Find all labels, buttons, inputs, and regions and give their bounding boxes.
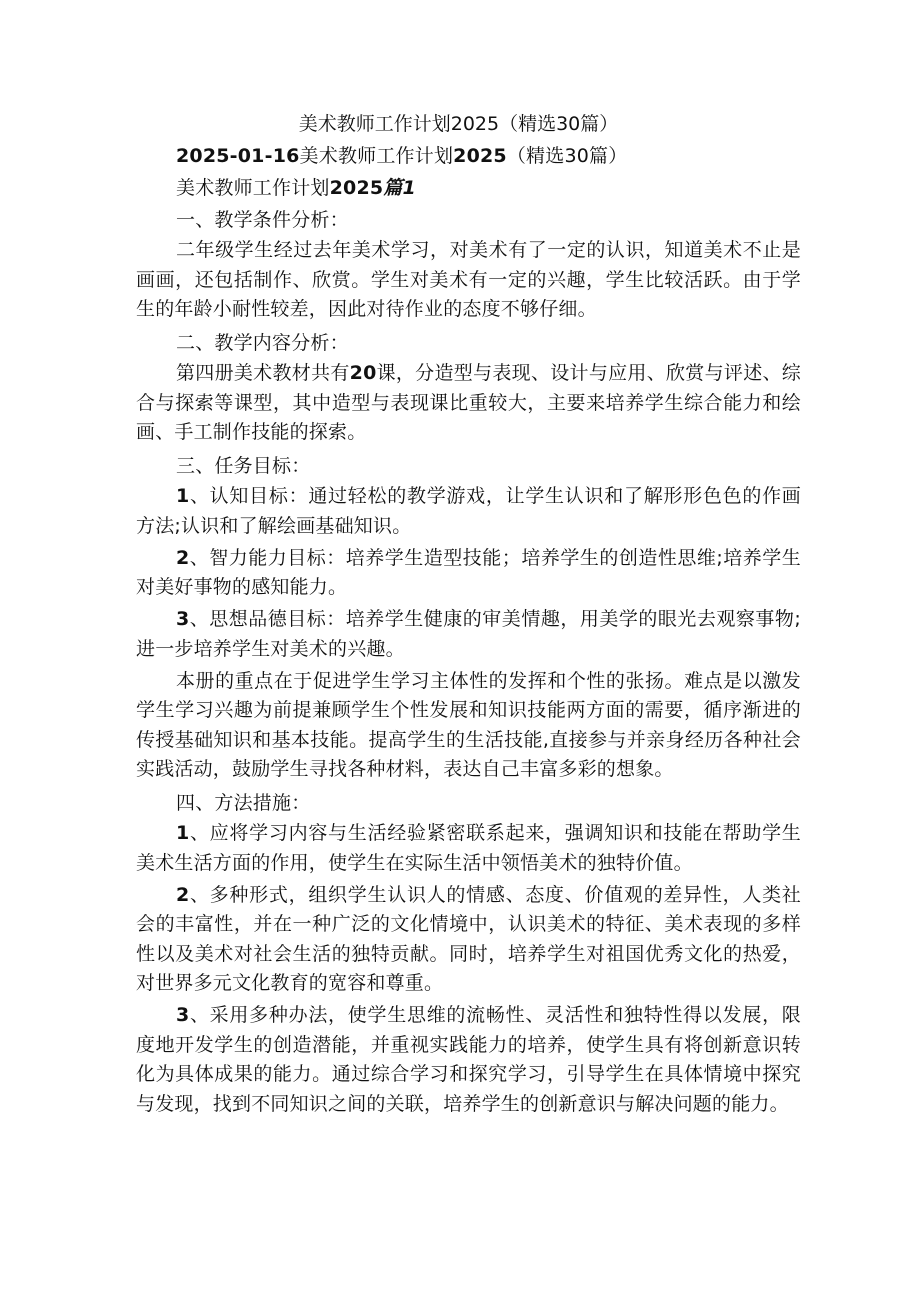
subtitle-date: 2025-01-16	[176, 145, 300, 167]
goal-ability	[136, 544, 801, 603]
method3-num: 3	[176, 1004, 190, 1026]
para2-num: 20	[349, 362, 377, 384]
goal1-text: 、认知目标：通过轻松的教学游戏，让学生认识和了解形形色色的作画方法;认识和了解绘画基础知识。	[136, 485, 801, 537]
subtitle-year: 2025	[453, 145, 507, 167]
para2-post: 课，分造型与表现、设计与应用、欣赏与评述、综合与探索等课型，其中造型与表现课比重较大，主要来培养学生综合能力和绘画、手工制作技能的探索。	[136, 362, 801, 443]
method1-text: 、应将学习内容与生活经验紧密联系起来，强调知识和技能在帮助学生美术生活方面的作用，使学生在实际生活中领悟美术的独特价值。	[136, 822, 801, 874]
document-title: 美术教师工作计划2025（精选30篇）	[298, 113, 619, 135]
document-subtitle	[136, 140, 801, 172]
method-3	[136, 1001, 801, 1119]
method2-num: 2	[176, 883, 190, 906]
goal1-num: 1	[176, 485, 190, 507]
section-title-year: 2025	[329, 177, 384, 199]
goal2-num: 2	[176, 546, 190, 569]
method-1	[136, 819, 801, 878]
method2-text: 、多种形式，组织学生认识人的情感、态度、价值观的差异性，人类社会的丰富性，并在一种广泛的文化情境中，认识美术的特征、美术表现的多样性以及美术对社会生活的独特贡献。同时，培养学生对祖国优秀文化的热爱，对世界多元文化教育的宽容和尊重。	[136, 883, 801, 994]
paragraph-content	[136, 359, 801, 448]
heading-task-goals: 三、任务目标：	[176, 455, 311, 477]
method3-text: 、采用多种办法，使学生思维的流畅性、灵活性和独特性得以发展，限度地开发学生的创造潜能，并重视实践能力的培养，使学生具有将创新意识转化为具体成果的能力。通过综合学习和探究学习，引导学生在具体情境中探究与发现，找到不同知识之间的关联，培养学生的创新意识与解决问题的能力。	[136, 1004, 801, 1115]
para2-pre: 第四册美术教材共有	[176, 362, 350, 384]
heading-teaching-content: 二、教学内容分析：	[176, 332, 349, 354]
goal2-text: 、智力能力目标：培养学生造型技能；培养学生的创造性思维;培养学生对美好事物的感知能力。	[136, 546, 801, 598]
paragraph-focus: 本册的重点在于促进学生学习主体性的发挥和个性的张扬。难点是以激发学生学习兴趣为前提兼顾学生个性发展和知识技能两方面的需要，循序渐进的传授基础知识和基本技能。提高学生的生活技能,直接参与并亲身经历各种社会实践活动，鼓励学生寻找各种材料，表达自己丰富多彩的想象。	[136, 669, 801, 780]
section-title	[136, 172, 801, 204]
heading-methods: 四、方法措施：	[176, 792, 311, 814]
goal-moral	[136, 605, 801, 664]
method-2	[136, 881, 801, 999]
section-title-prefix: 美术教师工作计划	[176, 177, 330, 199]
heading-teaching-conditions: 一、教学条件分析：	[176, 209, 349, 231]
section-title-piece: 篇1	[383, 177, 416, 199]
subtitle-text: 美术教师工作计划	[299, 145, 454, 167]
document-page	[136, 108, 801, 1122]
goal3-text: 、思想品德目标：培养学生健康的审美情趣，用美学的眼光去观察事物;进一步培养学生对美术的兴趣。	[136, 608, 801, 660]
goal-cognitive	[136, 482, 801, 541]
subtitle-suffix: （精选30篇）	[506, 145, 628, 167]
paragraph-conditions: 二年级学生经过去年美术学习，对美术有了一定的认识，知道美术不止是画画，还包括制作、欣赏。学生对美术有一定的兴趣，学生比较活跃。由于学生的年龄小耐性较差，因此对待作业的态度不够仔细。	[136, 239, 801, 320]
method1-num: 1	[176, 822, 190, 844]
goal3-num: 3	[176, 608, 190, 630]
